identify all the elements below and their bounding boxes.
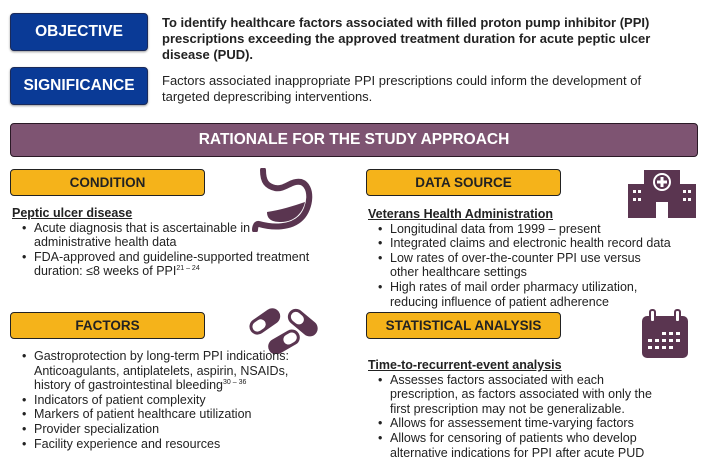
factors-item: • Markers of patient healthcare utilization bbox=[34, 407, 312, 422]
objective-label: OBJECTIVE bbox=[10, 13, 148, 51]
condition-label: CONDITION bbox=[10, 169, 205, 196]
significance-label: SIGNIFICANCE bbox=[10, 67, 148, 105]
statistical-analysis-item: • Assesses factors associated with each prescription, as factors associated with only the first prescription may not be generalizable. bbox=[390, 373, 670, 417]
data-source-item: • Longitudinal data from 1999 – present bbox=[390, 222, 688, 237]
data-source-section bbox=[368, 207, 688, 309]
data-source-item: • Integrated claims and electronic health record data bbox=[390, 236, 688, 251]
data-source-label: DATA SOURCE bbox=[366, 169, 561, 196]
statistical-analysis-section bbox=[368, 358, 688, 460]
significance-text: Factors associated inappropriate PPI prescriptions could inform the development of targeted deprescribing interventions. bbox=[162, 73, 642, 104]
data-source-item: • High rates of mail order pharmacy utilization, reducing influence of patient adherence bbox=[390, 280, 688, 309]
factors-section bbox=[12, 349, 312, 451]
statistical-analysis-label: STATISTICAL ANALYSIS bbox=[366, 312, 561, 339]
condition-heading: Peptic ulcer disease bbox=[12, 206, 133, 220]
data-source-heading: Veterans Health Administration bbox=[368, 207, 553, 221]
factors-item: • Provider specialization bbox=[34, 422, 312, 437]
pills-icon bbox=[246, 306, 320, 354]
factors-item: • Indicators of patient complexity bbox=[34, 393, 312, 408]
data-source-item: • Low rates of over-the-counter PPI use versus other healthcare settings bbox=[390, 251, 670, 280]
condition-section bbox=[12, 206, 312, 279]
objective-text: To identify healthcare factors associated with filled proton pump inhibitor (PPI) prescriptions exceeding the approved treatment duration for acute peptic ulcer disease (PUD). bbox=[162, 15, 651, 62]
factors-item: • Facility experience and resources bbox=[34, 437, 312, 452]
statistical-analysis-item: • Allows for censoring of patients who develop alternative indications for PPI after acute PUD bbox=[390, 431, 660, 460]
rationale-banner: RATIONALE FOR THE STUDY APPROACH bbox=[10, 123, 698, 157]
condition-item: • FDA-approved and guideline-supported treatment duration: ≤8 weeks of PPI$^{21 - 24}$ bbox=[34, 250, 312, 279]
factors-label: FACTORS bbox=[10, 312, 205, 339]
statistical-analysis-item: • Allows for assessement time-varying factors bbox=[390, 416, 688, 431]
statistical-analysis-heading: Time-to-recurrent-event analysis bbox=[368, 358, 562, 372]
factors-item: • Gastroprotection by long-term PPI indications: Anticoagulants, antiplatelets, aspirin, NSAIDs, history of gastrointestinal bleeding$^{30 - 36}$ bbox=[34, 349, 304, 393]
calendar-icon bbox=[640, 308, 690, 360]
condition-item: • Acute diagnosis that is ascertainable in administrative health data bbox=[34, 221, 254, 250]
